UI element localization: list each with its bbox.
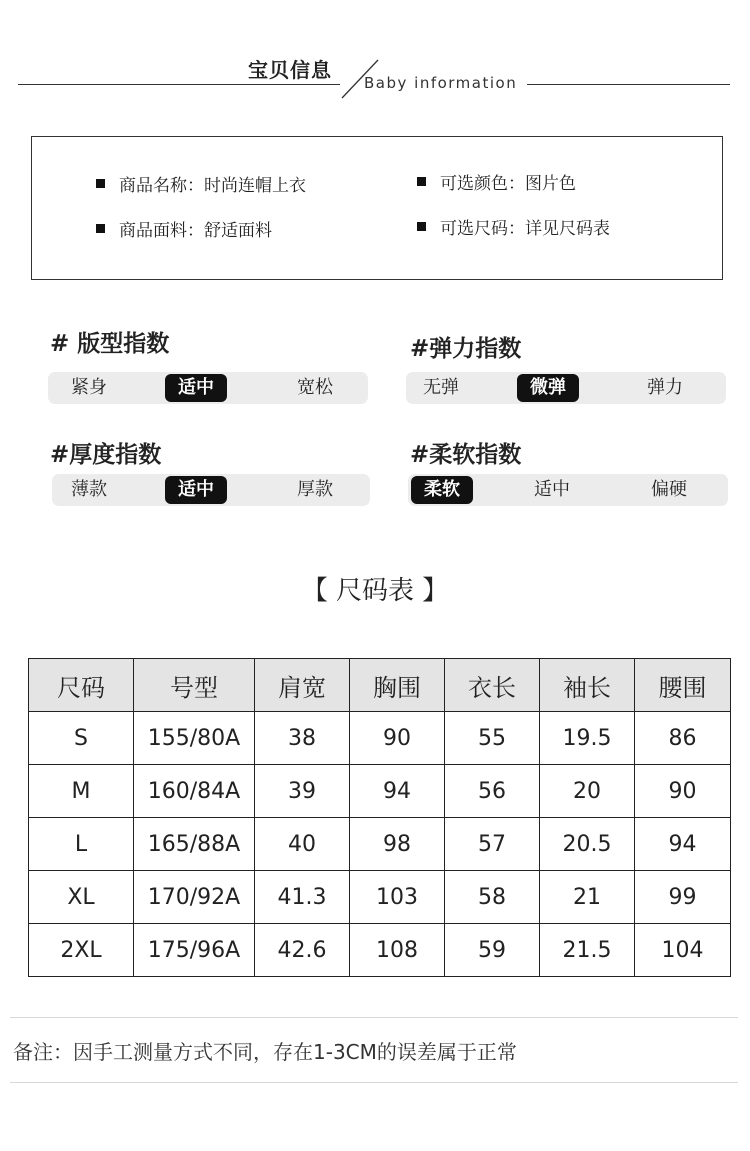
table-cell: 175/96A (134, 924, 255, 977)
note-divider-top (10, 1017, 738, 1018)
header-cell: 腰围 (635, 659, 731, 712)
table-cell: 160/84A (134, 765, 255, 818)
table-cell: 90 (635, 765, 731, 818)
table-cell: 55 (445, 712, 540, 765)
section-title-cn: 宝贝信息 (248, 58, 332, 82)
table-cell: 39 (255, 765, 350, 818)
table-cell: 56 (445, 765, 540, 818)
square-bullet-icon (96, 179, 105, 188)
square-bullet-icon (96, 224, 105, 233)
thickness-option-thick: 厚款 (297, 479, 333, 500)
table-cell: 38 (255, 712, 350, 765)
info-item-name (96, 171, 306, 196)
info-value: 舒适面料 (204, 221, 272, 241)
softness-option-soft-selected: 柔软 (411, 476, 473, 504)
table-cell: 41.3 (255, 871, 350, 924)
table-cell: 57 (445, 818, 540, 871)
table-row (29, 871, 731, 924)
table-cell: 19.5 (540, 712, 635, 765)
square-bullet-icon (417, 177, 426, 186)
table-cell: 94 (635, 818, 731, 871)
header-divider-right (527, 84, 730, 85)
table-cell: 155/80A (134, 712, 255, 765)
table-cell: 21 (540, 871, 635, 924)
note-divider-bottom (10, 1082, 738, 1083)
info-item-color (417, 169, 576, 194)
info-label: 可选颜色： (440, 174, 525, 194)
info-value: 图片色 (525, 174, 576, 194)
header-cell: 胸围 (350, 659, 445, 712)
product-info-box (31, 136, 723, 280)
fit-option-regular-selected: 适中 (165, 374, 227, 402)
thickness-index-title: #厚度指数 (50, 442, 162, 468)
header-cell: 号型 (134, 659, 255, 712)
table-cell: S (29, 712, 134, 765)
fit-option-loose: 宽松 (297, 377, 333, 398)
info-item-size (417, 214, 610, 239)
table-cell: 20 (540, 765, 635, 818)
header-cell: 衣长 (445, 659, 540, 712)
table-cell: L (29, 818, 134, 871)
elasticity-index-bar (406, 372, 726, 404)
table-cell: 20.5 (540, 818, 635, 871)
thickness-index-bar (52, 474, 370, 506)
size-chart-table (28, 658, 731, 977)
fit-option-tight: 紧身 (71, 377, 107, 398)
table-row (29, 924, 731, 977)
table-cell: 103 (350, 871, 445, 924)
table-cell: M (29, 765, 134, 818)
table-cell: 42.6 (255, 924, 350, 977)
table-row (29, 818, 731, 871)
section-title-en: Baby information (364, 74, 518, 92)
softness-index-bar (408, 474, 728, 506)
table-cell: 2XL (29, 924, 134, 977)
table-cell: 40 (255, 818, 350, 871)
info-label: 商品名称： (119, 176, 204, 196)
header-cell: 肩宽 (255, 659, 350, 712)
info-value: 时尚连帽上衣 (204, 176, 306, 196)
softness-option-hard: 偏硬 (651, 479, 687, 500)
info-item-fabric (96, 216, 272, 241)
table-cell: 94 (350, 765, 445, 818)
header-cell: 尺码 (29, 659, 134, 712)
fit-index-bar (48, 372, 368, 404)
fit-index-title: # 版型指数 (50, 331, 170, 357)
softness-index-title: #柔软指数 (410, 442, 522, 468)
table-cell: 99 (635, 871, 731, 924)
table-cell: 58 (445, 871, 540, 924)
thickness-option-medium-selected: 适中 (165, 476, 227, 504)
table-cell: 90 (350, 712, 445, 765)
elasticity-index-title: #弹力指数 (410, 336, 522, 362)
measurement-note: 备注：因手工测量方式不同，存在1-3CM的误差属于正常 (13, 1040, 517, 1064)
table-row (29, 765, 731, 818)
table-cell: 170/92A (134, 871, 255, 924)
table-cell: 86 (635, 712, 731, 765)
table-cell: 21.5 (540, 924, 635, 977)
thickness-option-thin: 薄款 (71, 479, 107, 500)
table-cell: 98 (350, 818, 445, 871)
softness-option-medium: 适中 (534, 479, 570, 500)
elasticity-option-none: 无弹 (423, 377, 459, 398)
elasticity-option-stretch: 弹力 (647, 377, 683, 398)
header-divider-left (18, 84, 340, 85)
table-cell: 165/88A (134, 818, 255, 871)
table-cell: 59 (445, 924, 540, 977)
table-cell: 108 (350, 924, 445, 977)
table-cell: XL (29, 871, 134, 924)
table-row (29, 712, 731, 765)
table-header-row (29, 659, 731, 712)
header-cell: 袖长 (540, 659, 635, 712)
table-cell: 104 (635, 924, 731, 977)
info-value: 详见尺码表 (525, 219, 610, 239)
size-chart-title: 【 尺码表 】 (301, 576, 449, 606)
elasticity-option-slight-selected: 微弹 (517, 374, 579, 402)
info-label: 可选尺码： (440, 219, 525, 239)
info-label: 商品面料： (119, 221, 204, 241)
square-bullet-icon (417, 222, 426, 231)
